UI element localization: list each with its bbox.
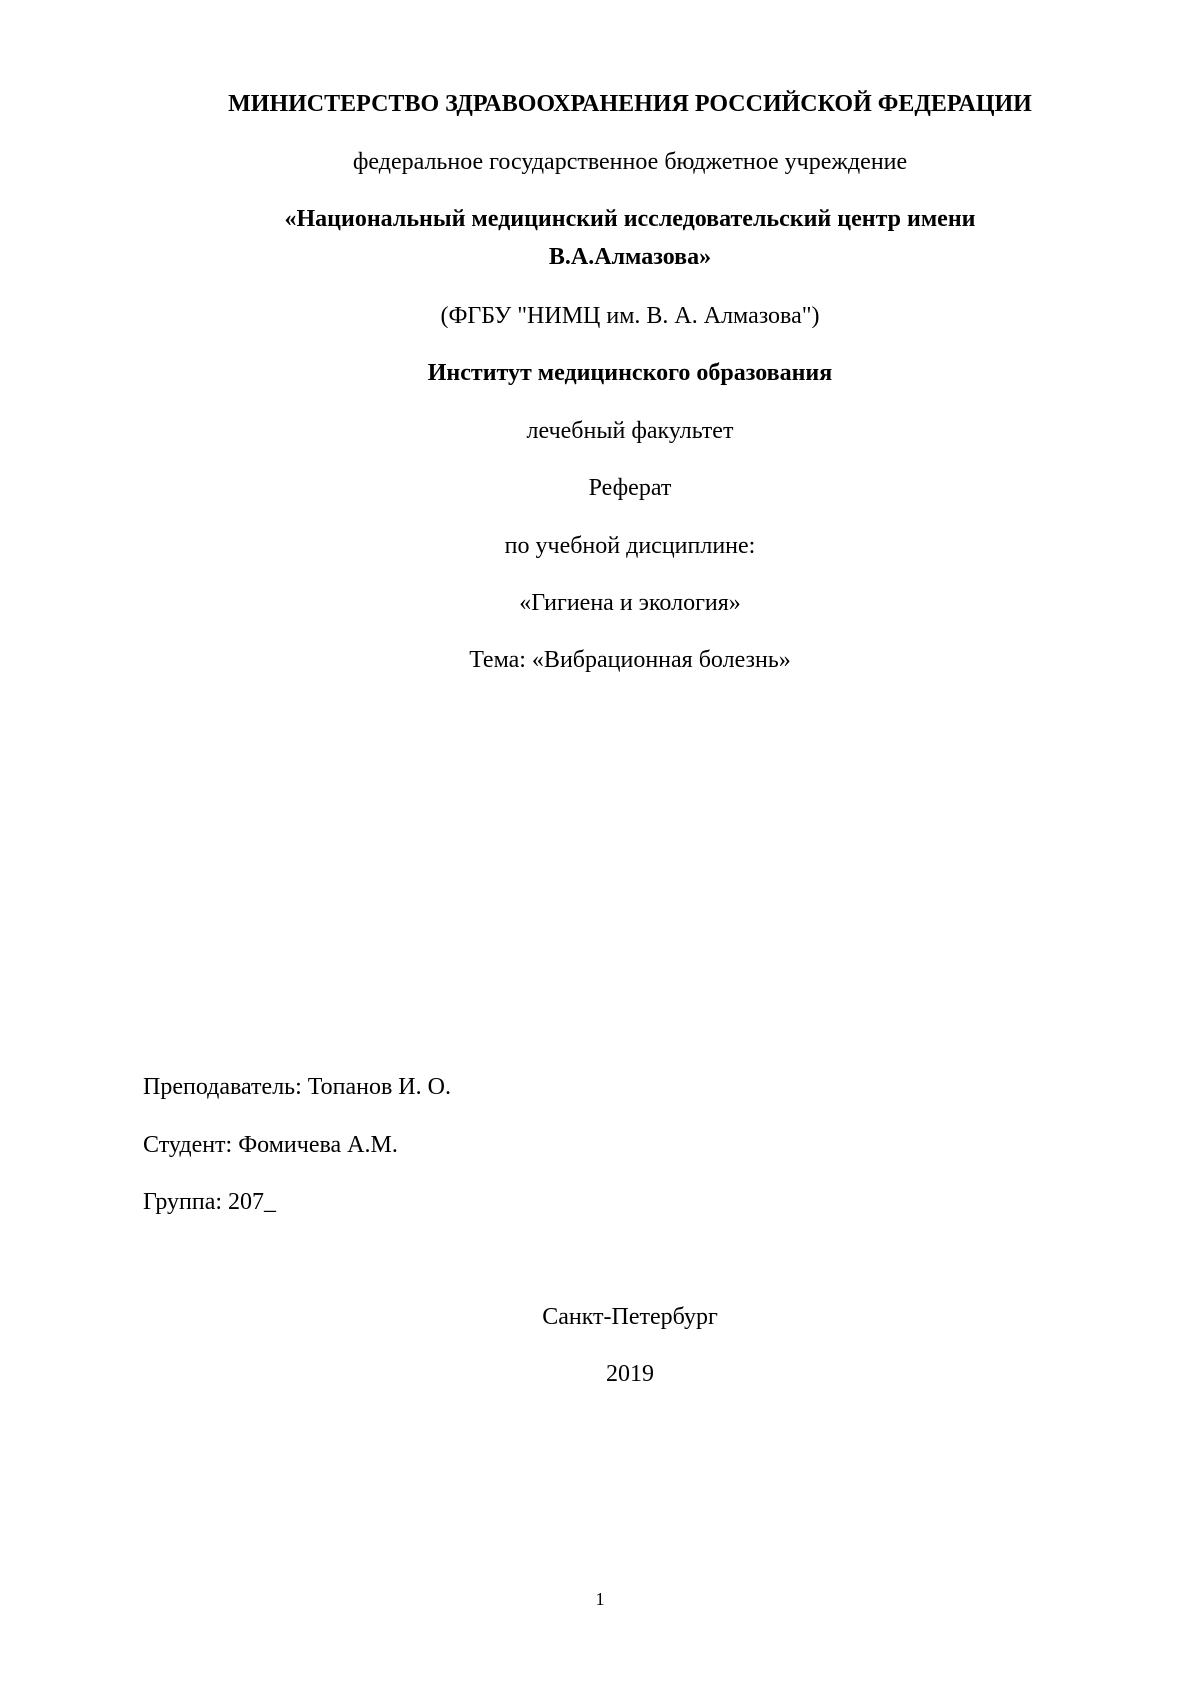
institution-name-line1: «Национальный медицинский исследовательский центр имени (284, 206, 976, 232)
institute-name: Институт медицинского образования (427, 360, 833, 386)
document-type: Реферат (588, 475, 672, 501)
discipline-name: «Гигиена и экология» (519, 590, 741, 616)
teacher-line: Преподаватель: Топанов И. О. (143, 1074, 451, 1100)
faculty-name: лечебный факультет (526, 418, 734, 444)
student-line: Студент: Фомичева А.М. (143, 1132, 398, 1158)
institution-short-name: (ФГБУ "НИМЦ им. В. А. Алмазова") (440, 303, 820, 329)
page-number: 1 (595, 1589, 605, 1609)
year-line: 2019 (606, 1361, 654, 1387)
topic-line: Тема: «Вибрационная болезнь» (469, 647, 791, 673)
institution-type: федеральное государственное бюджетное учреждение (352, 149, 908, 175)
ministry-heading: МИНИСТЕРСТВО ЗДРАВООХРАНЕНИЯ РОССИЙСКОЙ ФЕДЕРАЦИИ (228, 91, 1032, 117)
group-line: Группа: 207_ (143, 1189, 277, 1215)
institution-name-line2: В.А.Алмазова» (548, 244, 712, 270)
city-line: Санкт-Петербург (542, 1304, 718, 1330)
discipline-label: по учебной дисциплине: (504, 533, 756, 559)
